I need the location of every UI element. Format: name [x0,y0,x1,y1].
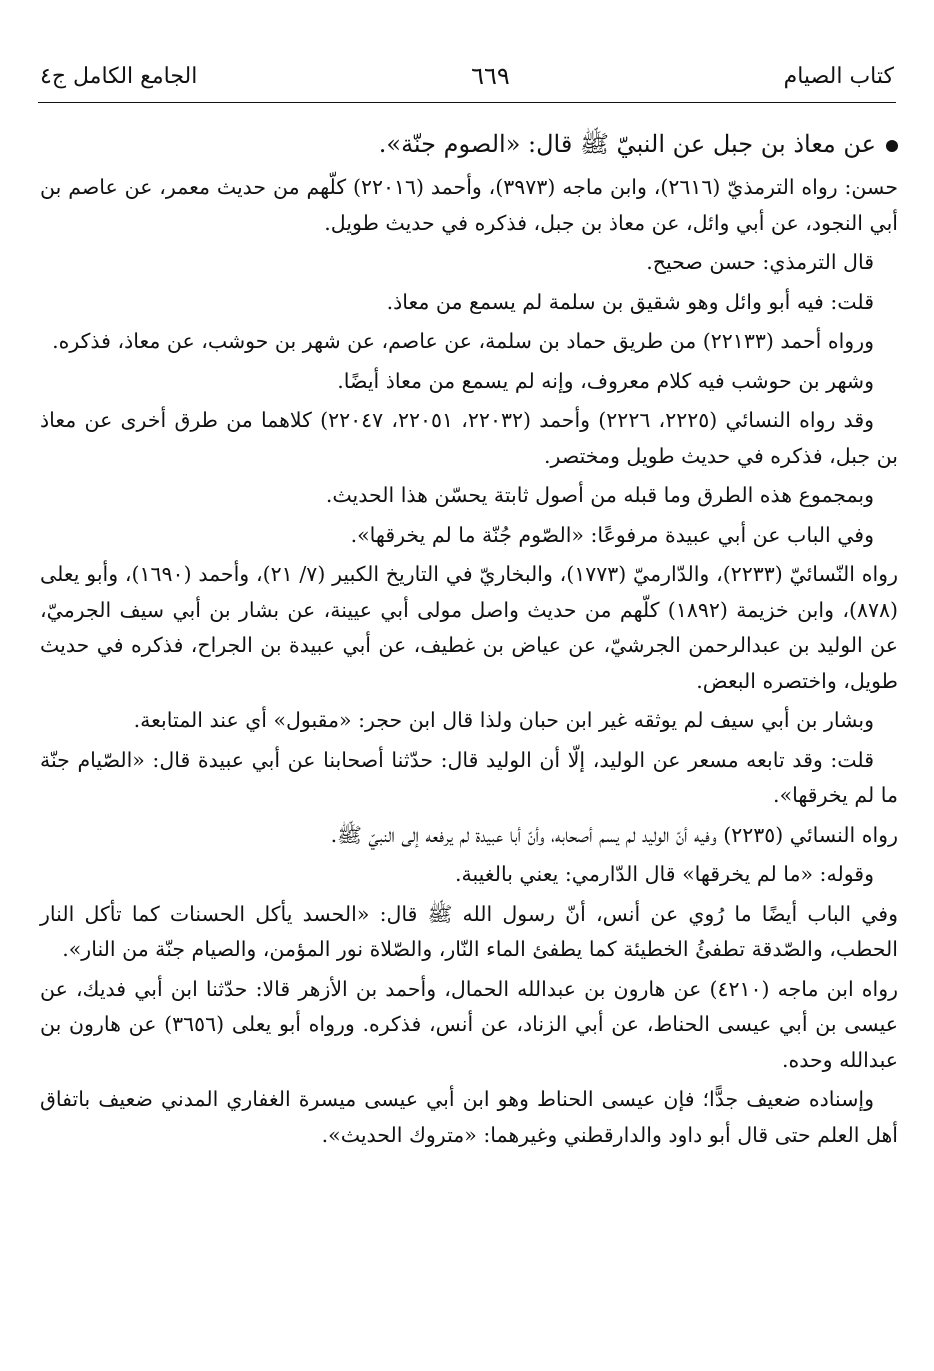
paragraph: وفي الباب عن أبي عبيدة مرفوعًا: «الصّوم جُنّة ما لم يخرقها». [350,522,874,547]
book-title: الجامع الكامل ج٤ [40,63,198,89]
paragraph: وإسناده ضعيف جدًّا؛ فإن عيسى الحناط وهو ابن أبي عيسى ميسرة الغفاري المدني ضعيف باتفاق أهل العلم حتى قال أبو داود والدارقطني وغيرهما: «متروك الحديث». [40,1087,898,1147]
paragraph: رواه النسائي (٢٢٣٥) وفيه أنّ الوليد لم يسم أصحابه، وأنّ أبا عبيدة لم يرفعه إلى النبيّ ﷺ. [330,822,898,847]
header-rule [38,102,896,103]
hadith-text: عن معاذ بن جبل عن النبيّ ﷺ قال: «الصوم جنّة». [378,130,876,158]
paragraph: ورواه أحمد (٢٢١٣٣) من طريق حماد بن سلمة، عن عاصم، عن شهر بن حوشب، عن معاذ، فذكره. [52,329,874,353]
bullet-icon [886,140,898,152]
paragraph: وفي الباب أيضًا ما رُوي عن أنس، أنّ رسول الله ﷺ قال: «الحسد يأكل الحسنات كما تأكل النار الحطب، والصّدقة تطفئُ الخطيئة كما يطفئ الماء النّار، والصّلاة نور المؤمن، والصيام جنّة من النار». [40,901,898,961]
paragraph: وبمجموع هذه الطرق وما قبله من أصول ثابتة يحسّن هذا الحديث. [325,483,874,507]
paragraph: رواه النّسائيّ (٢٢٣٣)، والدّارميّ (١٧٧٣)، والبخاريّ في التاريخ الكبير (٧/ ٢١)، وأحمد (١٦٩٠)، وأبو يعلى (٨٧٨)، وابن خزيمة (١٨٩٢) كلّهم من حديث واصل مولى أبي عيينة، عن بشار بن أبي سيف الجرميّ، عن الوليد بن عبدالرحمن الجرشيّ، عن عياض بن غطيف، عن أبي عبيدة بن الجراح، فذكره في حديث طويل، واختصره البعض. [40,562,898,693]
page-body [40,124,898,1157]
paragraph: قلت: وقد تابعه مسعر عن الوليد، إلّا أن الوليد قال: حدّثنا أصحابنا عن أبي عبيدة قال: «الصّيام جنّة ما لم يخرقها». [40,747,898,807]
paragraph: وشهر بن حوشب فيه كلام معروف، وإنه لم يسمع من معاذ أيضًا. [337,368,874,393]
paragraph: قلت: فيه أبو وائل وهو شقيق بن سلمة لم يسمع من معاذ. [386,289,874,314]
paragraph: وقد رواه النسائي (٢٢٢٥، ٢٢٢٦) وأحمد (٢٢٠٣٢، ٢٢٠٥١، ٢٢٠٤٧) كلاهما من طرق أخرى عن معاذ بن جبل، فذكره في حديث طويل ومختصر. [40,408,898,468]
paragraph: وبشار بن أبي سيف لم يوثقه غير ابن حبان ولذا قال ابن حجر: «مقبول» أي عند المتابعة. [133,708,874,732]
page-header [40,56,894,96]
paragraph: قال الترمذي: حسن صحيح. [646,250,874,274]
paragraph: وقوله: «ما لم يخرقها» قال الدّارمي: يعني بالغيبة. [454,862,874,886]
paragraph: حسن: رواه الترمذيّ (٢٦١٦)، وابن ماجه (٣٩٧٣)، وأحمد (٢٢٠١٦) كلّهم من حديث معمر، عن عاصم بن أبي النجود، عن أبي وائل، عن معاذ بن جبل، فذكره في حديث طويل. [40,175,898,235]
page-number: ٦٦٩ [471,62,510,90]
paragraph: رواه ابن ماجه (٤٢١٠) عن هارون بن عبدالله الحمال، وأحمد بن الأزهر قالا: حدّثنا ابن أبي فديك، عن عيسى بن أبي عيسى الحناط، عن أبي الزناد، عن أنس، فذكره. ورواه أبو يعلى (٣٦٥٦) عن هارون بن عبدالله وحده. [40,976,898,1072]
hadith-heading [40,124,898,164]
chapter-title: كتاب الصيام [783,63,894,89]
